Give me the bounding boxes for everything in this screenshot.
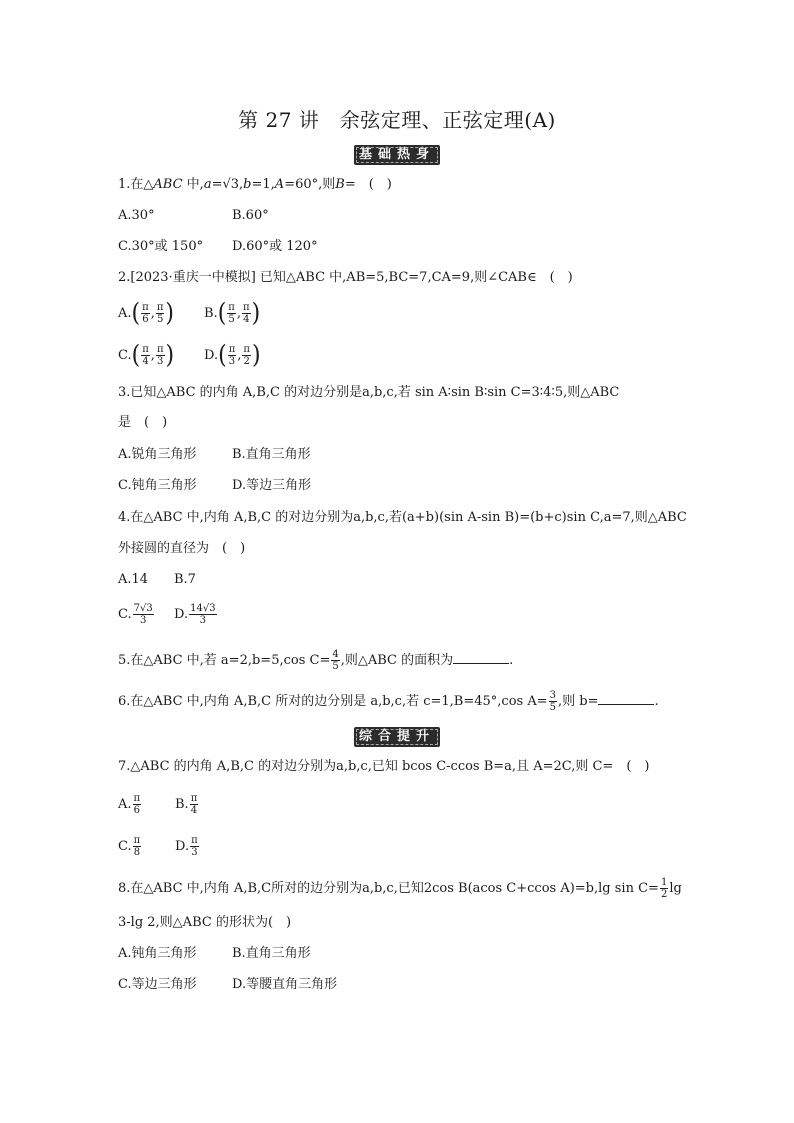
fraction <box>156 302 165 325</box>
question-7: 7.△ABC 的内角 A,B,C 的对边分别为a,b,c,已知 bcos C-ccos B=a,且 A=2C,则 C= ( ) <box>118 759 650 774</box>
q1-option-c: C.30°或 150° <box>118 239 204 254</box>
answer-blank[interactable] <box>598 692 654 705</box>
denominator: 8 <box>133 847 141 858</box>
fraction <box>190 793 199 816</box>
numerator: π <box>156 344 164 355</box>
fraction <box>660 877 668 900</box>
q8-text-pre: 8.在△ABC 中,内角 A,B,C所对的边分别为a,b,c,已知2cos B(acos C+ccos A)=b,lg sin C= <box>118 881 659 896</box>
denominator: 3 <box>157 356 164 367</box>
denominator: 3 <box>139 615 147 626</box>
q1-text-mid: 中, <box>182 177 204 192</box>
q7-b-label: B. <box>175 797 189 812</box>
fraction <box>190 835 199 858</box>
denominator: 2 <box>660 889 668 900</box>
fraction <box>156 344 165 367</box>
q1-triangle: ABC <box>153 177 183 192</box>
q7-d-label: D. <box>175 839 190 854</box>
q6-end: . <box>654 694 659 709</box>
q1-eq1: =√3, <box>211 177 244 192</box>
q1-option-b: B.60° <box>232 208 269 223</box>
q8-text-post: lg <box>669 881 682 896</box>
left-paren: ( <box>131 340 141 370</box>
fraction <box>133 793 142 816</box>
q2-option-d: D.( $\frac{\pi}{3}$ , $\frac{\pi}{2}$ ) <box>204 340 261 370</box>
fraction <box>133 835 142 858</box>
denominator: 2 <box>243 356 250 367</box>
denominator: 4 <box>190 805 198 816</box>
q1-var-b: b <box>243 177 252 192</box>
q2-d-label: D. <box>204 348 219 363</box>
q3-option-c: C.钝角三角形 <box>118 478 197 493</box>
denominator: 3 <box>199 615 207 626</box>
right-paren: ) <box>251 298 261 328</box>
question-1 <box>118 176 392 194</box>
answer-blank[interactable] <box>453 651 509 664</box>
q2-text-rest: ABC 中,AB=5,BC=7,CA=9,则∠CAB∈ ( ) <box>295 270 573 285</box>
numerator: 7√3 <box>133 603 153 614</box>
q7-c-label: C. <box>118 839 132 854</box>
section-header-advanced: 综合提升 <box>354 727 440 747</box>
q4-d-label: D. <box>174 607 189 622</box>
question-3-line-1: 3.已知△ABC 的内角 A,B,C 的对边分别是a,b,c,若 sin A∶sin B∶sin C=3∶4∶5,则△ABC <box>118 385 620 400</box>
numerator: π <box>156 302 164 313</box>
q8-option-d: D.等腰直角三角形 <box>232 977 338 992</box>
fraction <box>141 344 150 367</box>
fraction <box>189 603 216 626</box>
question-2 <box>118 269 573 287</box>
fraction <box>141 302 150 325</box>
q7-a-label: A. <box>118 797 132 812</box>
numerator: π <box>190 793 198 804</box>
q7-option-d <box>175 835 200 858</box>
question-6 <box>118 690 659 713</box>
q2-a-label: A. <box>118 306 132 321</box>
question-8-line-2: 3-lg 2,则△ABC 的形状为( ) <box>118 915 292 930</box>
q3-option-b: B.直角三角形 <box>232 447 311 462</box>
right-paren: ) <box>165 298 175 328</box>
q2-option-c: C.( $\frac{\pi}{4}$ , $\frac{\pi}{3}$ ) <box>118 340 175 370</box>
question-8-line-1 <box>118 877 682 900</box>
q4-c-label: C. <box>118 607 132 622</box>
q4-option-a: A.14 <box>118 572 149 587</box>
denominator: 4 <box>243 314 250 325</box>
left-paren: ( <box>218 340 227 370</box>
q1-option-d: D.60°或 120° <box>232 239 318 254</box>
q6-text-post: ,则 b= <box>558 694 599 709</box>
fraction <box>242 302 251 325</box>
q5-text-pre: 5.在△ABC 中,若 a=2,b=5,cos C= <box>118 653 331 668</box>
q1-var-a: a <box>203 177 212 192</box>
q1-text-pre: 1.在△ <box>118 177 154 192</box>
denominator: 5 <box>156 314 164 325</box>
numerator: π <box>243 302 250 313</box>
numerator: 3 <box>549 690 556 701</box>
fraction <box>228 344 237 367</box>
right-paren: ) <box>165 340 175 370</box>
numerator: 1 <box>660 877 668 888</box>
q5-text-post: ,则△ABC 的面积为 <box>340 653 454 668</box>
q4-option-b: B.7 <box>174 572 196 587</box>
numerator: π <box>191 835 198 846</box>
fraction <box>331 649 339 672</box>
q1-var-A: A <box>274 177 285 192</box>
q2-c-label: C. <box>118 348 132 363</box>
q7-option-b <box>175 793 199 816</box>
q1-var-B: B <box>335 177 345 192</box>
q2-text-pre: 2.[2023·重庆一中模拟] 已知△ <box>118 270 296 285</box>
denominator: 3 <box>191 847 198 858</box>
numerator: 14√3 <box>190 603 216 614</box>
q8-option-a: A.钝角三角形 <box>118 946 197 961</box>
q4-option-c <box>118 603 155 626</box>
q1-tail: = ( ) <box>344 177 392 192</box>
q8-option-b: B.直角三角形 <box>232 946 311 961</box>
left-paren: ( <box>131 298 141 328</box>
q3-option-d: D.等边三角形 <box>232 478 312 493</box>
q8-option-c: C.等边三角形 <box>118 977 197 992</box>
denominator: 4 <box>142 356 149 367</box>
numerator: π <box>142 344 149 355</box>
question-4-line-1: 4.在△ABC 中,内角 A,B,C 的对边分别为a,b,c,若(a+b)(sin A-sin B)=(b+c)sin C,a=7,则△ABC <box>118 510 687 525</box>
denominator: 3 <box>228 356 236 367</box>
numerator: π <box>142 302 149 313</box>
q6-text-pre: 6.在△ABC 中,内角 A,B,C 所对的边分别是 a,b,c,若 c=1,B=45°,cos A= <box>118 694 548 709</box>
numerator: 4 <box>332 649 339 660</box>
denominator: 6 <box>133 805 140 816</box>
q1-option-a: A.30° <box>118 208 155 223</box>
section-header-basic: 基础热身 <box>354 145 440 165</box>
q2-b-label: B. <box>204 306 218 321</box>
q4-option-d <box>174 603 218 626</box>
q3-option-a: A.锐角三角形 <box>118 447 197 462</box>
fraction <box>242 344 251 367</box>
numerator: π <box>228 302 235 313</box>
q5-end: . <box>509 653 514 668</box>
denominator: 5 <box>549 702 556 713</box>
question-3-line-2: 是 ( ) <box>118 415 168 430</box>
q2-option-a: A.( $\frac{\pi}{6}$ , $\frac{\pi}{5}$ ) <box>118 298 175 328</box>
q1-eq2: =1, <box>251 177 275 192</box>
question-4-line-2: 外接圆的直径为 ( ) <box>118 541 246 556</box>
page-title: 第 27 讲 余弦定理、正弦定理(A) <box>238 108 556 132</box>
q7-option-c <box>118 835 142 858</box>
q1-eq3: =60°,则 <box>284 177 336 192</box>
numerator: π <box>133 835 141 846</box>
numerator: π <box>243 344 250 355</box>
denominator: 5 <box>228 314 235 325</box>
question-5 <box>118 649 513 672</box>
denominator: 5 <box>332 661 339 672</box>
fraction <box>227 302 236 325</box>
left-paren: ( <box>217 298 227 328</box>
numerator: π <box>133 793 141 804</box>
fraction <box>549 690 557 713</box>
numerator: π <box>228 344 236 355</box>
q2-option-b: B.( $\frac{\pi}{5}$ , $\frac{\pi}{4}$ ) <box>204 298 261 328</box>
fraction <box>133 603 154 626</box>
denominator: 6 <box>142 314 149 325</box>
right-paren: ) <box>251 340 261 370</box>
q7-option-a <box>118 793 142 816</box>
